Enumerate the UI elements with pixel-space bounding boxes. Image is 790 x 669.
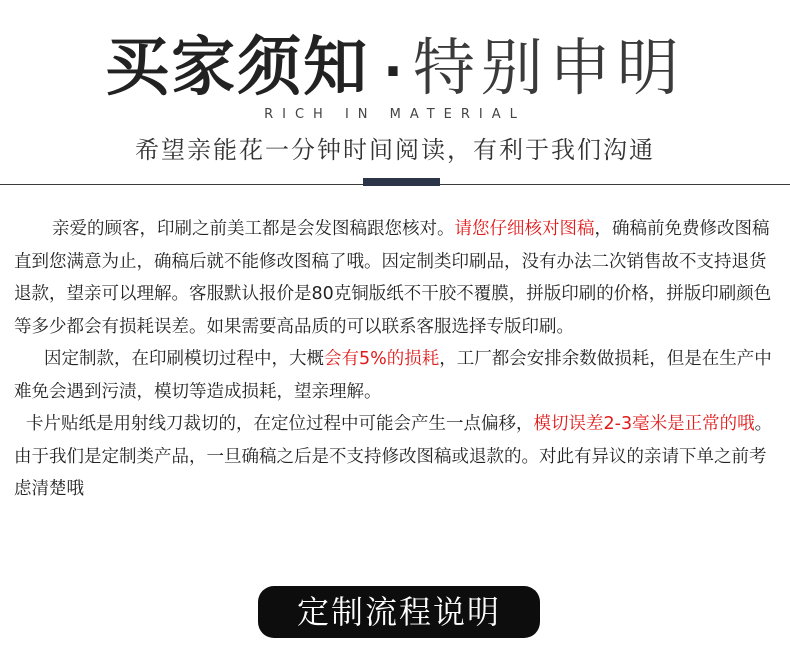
paragraph-text: 亲爱的顾客，印刷之前美工都是会发图稿跟您核对。 xyxy=(52,219,455,239)
title-buyer-notice: 买家须知 xyxy=(105,31,370,105)
notice-paragraph-cutting xyxy=(14,408,776,506)
notice-header xyxy=(0,0,790,190)
title-special-statement: 特别申明 xyxy=(412,31,685,104)
paragraph-text: ，确稿前免费修改图稿直到您满意为止，确稿后就不能修改图稿了哦。因定制类印刷品，没有办法二次销售故不支持退货退款，望亲可以理解。客服默认报价是80克铜版纸不干胶不覆膜，拼版印刷的价格，拼版印刷颜色等多少都会有损耗误差。如果需要高品质的可以联系客服选择专版印刷。 xyxy=(14,219,772,337)
notice-paragraph-proof xyxy=(14,213,776,343)
paragraph-text: ，工厂都会安排余数做损耗，但是在生产中难免会遇到污渍，模切等造成损耗，望亲理解。 xyxy=(14,349,772,402)
highlight-text: 模切误差2-3毫米是正常的哦 xyxy=(533,414,755,434)
custom-process-button[interactable]: 定制流程说明 xyxy=(258,586,540,638)
highlight-text: 会有5%的损耗 xyxy=(324,349,440,369)
paragraph-text: 。由于我们是定制类产品，一旦确稿之后是不支持修改图稿或退款的。对此有异议的亲请下单之前考虑清楚哦 xyxy=(14,414,773,499)
subtitle-english: RICH IN MATERIAL xyxy=(264,107,526,122)
highlight-text: 请您仔细核对图稿 xyxy=(454,219,595,239)
notice-paragraph-loss xyxy=(14,343,776,408)
divider-accent-bar xyxy=(363,178,440,186)
subtitle-chinese: 希望亲能花一分钟时间阅读，有利于我们沟通 xyxy=(135,136,655,164)
paragraph-text: 因定制款，在印刷模切过程中，大概 xyxy=(44,349,324,369)
title-separator-dot: · xyxy=(383,42,403,102)
paragraph-text: 卡片贴纸是用射线刀裁切的，在定位过程中可能会产生一点偏移， xyxy=(26,414,534,434)
notice-body xyxy=(14,213,776,506)
